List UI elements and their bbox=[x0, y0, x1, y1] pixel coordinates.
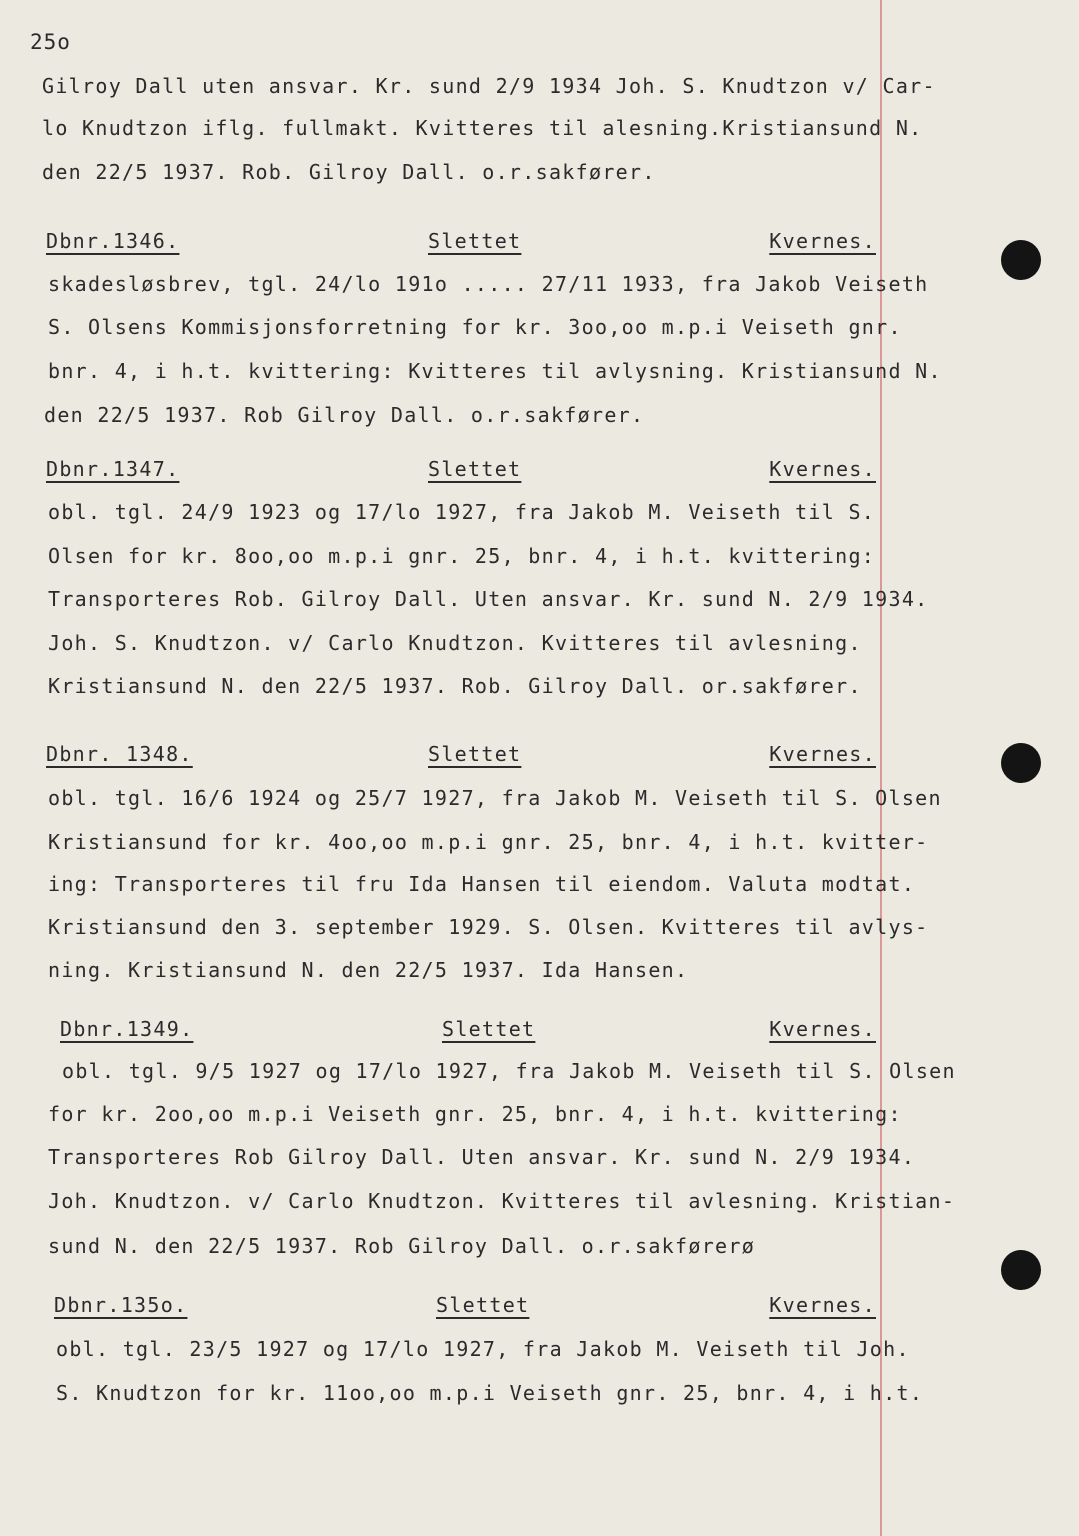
entry-line: Kristiansund den 3. september 1929. S. Olsen. Kvitteres til avlys- bbox=[48, 915, 929, 939]
entry-line: Kristiansund for kr. 4oo,oo m.p.i gnr. 25, bnr. 4, i h.t. kvitter- bbox=[48, 830, 929, 854]
entry-line: Transporteres Rob Gilroy Dall. Uten ansvar. Kr. sund N. 2/9 1934. bbox=[48, 1145, 916, 1169]
entry-line: S. Knudtzon for kr. 11oo,oo m.p.i Veiseth gnr. 25, bnr. 4, i h.t. bbox=[56, 1381, 924, 1405]
entry-line: bnr. 4, i h.t. kvittering: Kvitteres til avlysning. Kristiansund N. bbox=[48, 359, 942, 383]
intro-line: lo Knudtzon iflg. fullmakt. Kvitteres til alesning.Kristiansund N. bbox=[42, 116, 923, 140]
entry-line: S. Olsens Kommisjonsforretning for kr. 3oo,oo m.p.i Veiseth gnr. bbox=[48, 315, 902, 339]
entry-dbnr: Dbnr.1349. bbox=[60, 1017, 194, 1041]
binder-hole-3 bbox=[1001, 1250, 1041, 1290]
binder-hole-1 bbox=[1001, 240, 1041, 280]
intro-line: den 22/5 1937. Rob. Gilroy Dall. o.r.sakfører. bbox=[42, 160, 656, 184]
entry-line: obl. tgl. 16/6 1924 og 25/7 1927, fra Jakob M. Veiseth til S. Olsen bbox=[48, 786, 942, 810]
entry-line: obl. tgl. 23/5 1927 og 17/lo 1927, fra Jakob M. Veiseth til Joh. bbox=[56, 1337, 910, 1361]
entry-place: Kvernes. bbox=[769, 229, 876, 253]
entry-place: Kvernes. bbox=[769, 457, 876, 481]
entry-status: Slettet bbox=[428, 457, 522, 481]
entry-header bbox=[54, 1293, 886, 1323]
entry-line: Joh. Knudtzon. v/ Carlo Knudtzon. Kvitteres til avlesning. Kristian- bbox=[48, 1189, 956, 1213]
entry-status: Slettet bbox=[428, 229, 522, 253]
entry-place: Kvernes. bbox=[769, 1293, 876, 1317]
entry-place: Kvernes. bbox=[769, 742, 876, 766]
entry-status: Slettet bbox=[436, 1293, 530, 1317]
entry-line: Joh. S. Knudtzon. v/ Carlo Knudtzon. Kvitteres til avlesning. bbox=[48, 631, 862, 655]
page-number: 25o bbox=[30, 30, 71, 54]
entry-dbnr: Dbnr.1347. bbox=[46, 457, 180, 481]
entry-header bbox=[46, 742, 886, 772]
entry-header bbox=[46, 457, 886, 487]
entry-status: Slettet bbox=[428, 742, 522, 766]
entry-line: skadesløsbrev, tgl. 24/lo 191o ..... 27/11 1933, fra Jakob Veiseth bbox=[48, 272, 929, 296]
entry-line: obl. tgl. 24/9 1923 og 17/lo 1927, fra Jakob M. Veiseth til S. bbox=[48, 500, 876, 524]
entry-dbnr: Dbnr.1346. bbox=[46, 229, 180, 253]
entry-line: sund N. den 22/5 1937. Rob Gilroy Dall. o.r.sakførerø bbox=[48, 1234, 756, 1258]
entry-line: for kr. 2oo,oo m.p.i Veiseth gnr. 25, bnr. 4, i h.t. kvittering: bbox=[48, 1102, 902, 1126]
entry-status: Slettet bbox=[442, 1017, 536, 1041]
intro-line: Gilroy Dall uten ansvar. Kr. sund 2/9 1934 Joh. S. Knudtzon v/ Car- bbox=[42, 74, 936, 98]
entry-line: Kristiansund N. den 22/5 1937. Rob. Gilroy Dall. or.sakfører. bbox=[48, 674, 862, 698]
entry-line: obl. tgl. 9/5 1927 og 17/lo 1927, fra Jakob M. Veiseth til S. Olsen bbox=[62, 1059, 956, 1083]
entry-header bbox=[46, 229, 886, 259]
entry-line: Transporteres Rob. Gilroy Dall. Uten ansvar. Kr. sund N. 2/9 1934. bbox=[48, 587, 929, 611]
entry-line: ning. Kristiansund N. den 22/5 1937. Ida Hansen. bbox=[48, 958, 689, 982]
entry-dbnr: Dbnr.135o. bbox=[54, 1293, 188, 1317]
entry-line: ing: Transporteres til fru Ida Hansen til eiendom. Valuta modtat. bbox=[48, 872, 916, 896]
entry-line: Olsen for kr. 8oo,oo m.p.i gnr. 25, bnr. 4, i h.t. kvittering: bbox=[48, 544, 876, 568]
entry-place: Kvernes. bbox=[769, 1017, 876, 1041]
entry-header bbox=[60, 1017, 886, 1047]
entry-dbnr: Dbnr. 1348. bbox=[46, 742, 193, 766]
entry-line: den 22/5 1937. Rob Gilroy Dall. o.r.sakfører. bbox=[44, 403, 645, 427]
binder-hole-2 bbox=[1001, 743, 1041, 783]
